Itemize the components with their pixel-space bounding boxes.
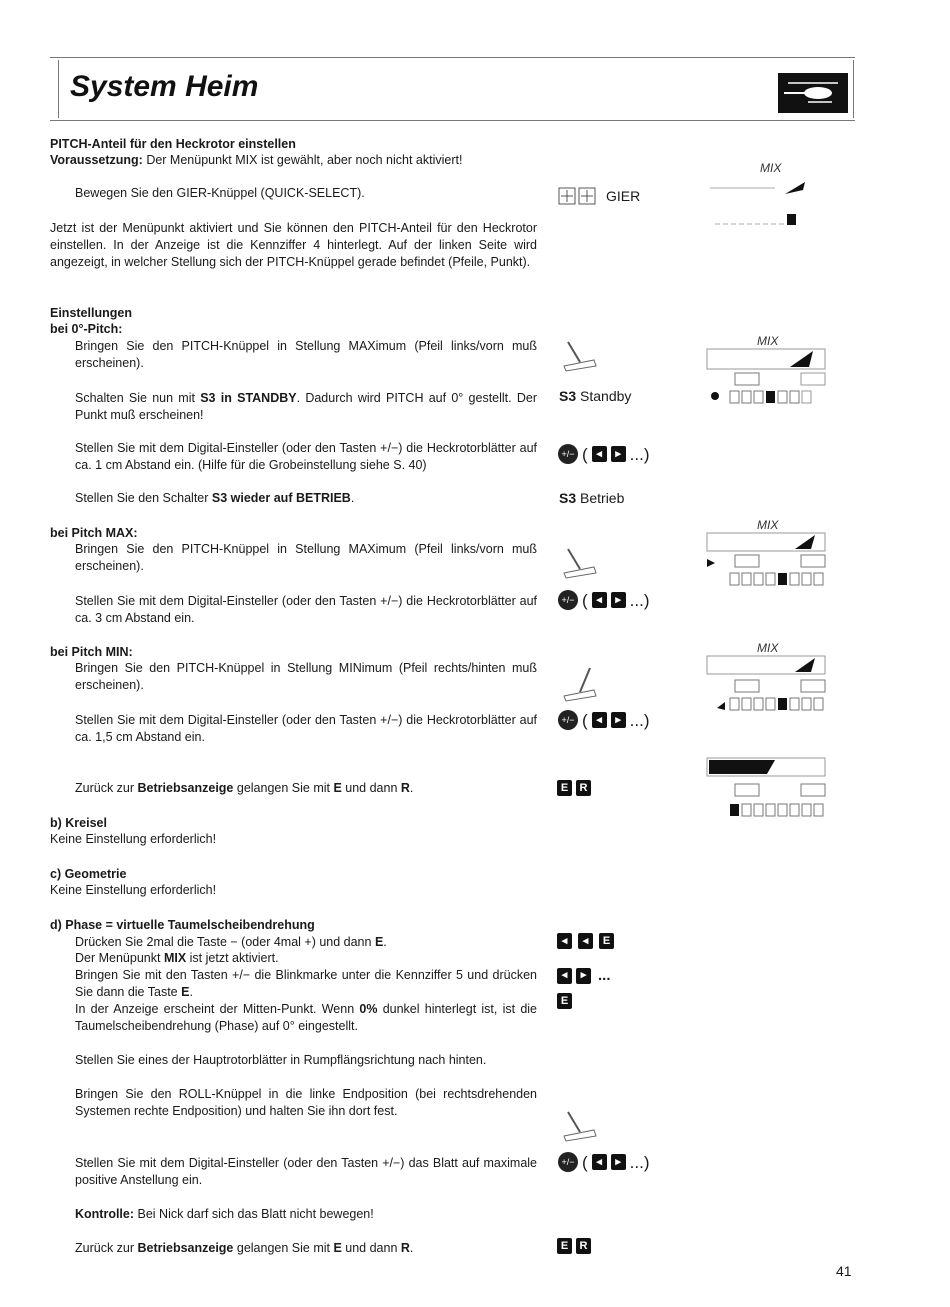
- instruction: [75, 490, 354, 507]
- minus-key-button[interactable]: ◂: [557, 933, 572, 949]
- page-number: 41: [836, 1263, 852, 1279]
- s3-standby-label: [559, 388, 631, 405]
- subsection-title: bei Pitch MAX:: [50, 526, 138, 540]
- minus-key-button[interactable]: ◂: [557, 968, 572, 984]
- instruction: Stellen Sie mit dem Digital-Einsteller (oder den Tasten +/−) die Heckrotorblätter auf ca. 1 cm Abstand ein. (Hilfe für die Grobeinstellung siehe S. 40): [75, 441, 537, 472]
- pitch-stick-icon: [560, 338, 600, 378]
- instruction: [75, 1001, 537, 1035]
- paren: ...): [629, 590, 650, 610]
- paren: (: [582, 710, 588, 730]
- plus-key-button[interactable]: ▸: [611, 1154, 626, 1170]
- adjust-control: [558, 590, 650, 610]
- switch-name: S3: [559, 490, 577, 506]
- lcd-display: [705, 531, 830, 601]
- mix-label: MIX: [760, 161, 782, 175]
- helicopter-logo-icon: [778, 73, 848, 113]
- minus-key-button[interactable]: ◂: [592, 1154, 607, 1170]
- switch-name: S3: [559, 388, 577, 404]
- text-bold: 0%: [359, 1002, 378, 1016]
- mix-label: MIX: [757, 518, 779, 532]
- plus-key-button[interactable]: ▸: [611, 446, 626, 462]
- page-title: System Heim: [70, 70, 259, 103]
- instruction: Stellen Sie mit dem Digital-Einsteller (oder den Tasten +/−) die Heckrotorblätter auf ca. 3 cm Abstand ein.: [75, 594, 537, 625]
- instruction: Bringen Sie den PITCH-Knüppel in Stellung MAXimum (Pfeil links/vorn muß erscheinen).: [75, 542, 537, 573]
- text: In der Anzeige erscheint der Mitten-Punkt. Wenn: [75, 1002, 360, 1016]
- text: Zurück zur: [75, 781, 138, 795]
- text: gelangen Sie mit: [233, 1241, 334, 1255]
- instruction: [75, 1240, 413, 1257]
- section-title: d) Phase = virtuelle Taumelscheibendrehung: [50, 918, 315, 932]
- instruction: Bringen Sie den ROLL-Knüppel in die linke Endposition (bei rechtsdrehenden Systemen rechte Endposition) und halten Sie ihn dort fest.: [75, 1087, 537, 1118]
- gier-label: GIER: [606, 188, 641, 204]
- text-bold: E: [333, 781, 342, 795]
- plus-key-button[interactable]: ▸: [576, 968, 591, 984]
- mix-label: MIX: [757, 334, 779, 348]
- mix-label: MIX: [757, 641, 779, 655]
- key-sequence: [557, 993, 572, 1009]
- minus-key-button[interactable]: ◂: [592, 592, 607, 608]
- prerequisite-label: Voraussetzung:: [50, 153, 143, 167]
- text: .: [409, 1241, 414, 1255]
- text-bold: R: [400, 781, 410, 795]
- minus-key-button[interactable]: ◂: [592, 712, 607, 728]
- adjust-control: [558, 444, 650, 464]
- section-title: b) Kreisel: [50, 816, 107, 830]
- text: Drücken Sie 2mal die Taste − (oder 4mal +) und dann: [75, 935, 375, 949]
- key-sequence: [557, 1238, 591, 1254]
- r-key-button[interactable]: R: [576, 780, 591, 796]
- text-bold: E: [333, 1241, 342, 1255]
- paren: ...): [629, 1152, 650, 1172]
- paren: (: [582, 1152, 588, 1172]
- text-bold: Betriebsanzeige: [137, 1241, 234, 1255]
- text: .: [383, 935, 387, 949]
- adjust-control: [558, 1152, 650, 1172]
- text: Bringen Sie mit den Tasten +/− die Blinkmarke unter die Kennziffer 5 und drücken Sie dann die Taste: [75, 968, 537, 999]
- r-key-button[interactable]: R: [576, 1238, 591, 1254]
- instruction: [75, 390, 537, 424]
- text-bold: Kontrolle:: [75, 1207, 135, 1221]
- digital-adjuster-icon[interactable]: +/−: [558, 444, 578, 464]
- key-sequence: [557, 933, 614, 949]
- text: gelangen Sie mit: [233, 781, 334, 795]
- text: .: [189, 985, 193, 999]
- e-key-button[interactable]: E: [599, 933, 614, 949]
- instruction: Stellen Sie mit dem Digital-Einsteller (oder den Tasten +/−) die Heckrotorblätter auf ca. 1,5 cm Abstand ein.: [75, 713, 537, 744]
- roll-stick-icon: [560, 1108, 600, 1148]
- paren: ...): [629, 710, 650, 730]
- prerequisite-text: Der Menüpunkt MIX ist gewählt, aber noch nicht aktiviert!: [142, 153, 463, 167]
- digital-adjuster-icon[interactable]: +/−: [558, 1152, 578, 1172]
- paren: (: [582, 590, 588, 610]
- text: Bei Nick darf sich das Blatt nicht bewegen!: [134, 1207, 374, 1221]
- adjust-control: [558, 710, 650, 730]
- minus-key-button[interactable]: ◂: [578, 933, 593, 949]
- instruction: [75, 780, 413, 797]
- text-bold: S3 in STANDBY: [200, 391, 297, 405]
- pitch-stick-icon: [560, 664, 600, 709]
- text: . Dadurch wird PITCH auf 0° gestellt. Der Punkt muß erscheinen!: [75, 391, 538, 422]
- switch-state: Standby: [576, 388, 632, 404]
- instruction: [75, 934, 387, 951]
- lcd-display: [705, 654, 830, 724]
- text-bold: MIX: [163, 951, 187, 965]
- stick-icon: [558, 186, 598, 213]
- text-bold: Betriebsanzeige: [137, 781, 234, 795]
- text: Der Menüpunkt: [75, 951, 164, 965]
- digital-adjuster-icon[interactable]: +/−: [558, 710, 578, 730]
- prerequisite: [50, 152, 462, 169]
- instruction: Stellen Sie eines der Hauptrotorblätter in Rumpflängsrichtung nach hinten.: [75, 1053, 487, 1067]
- text-bold: E: [374, 935, 384, 949]
- minus-key-button[interactable]: ◂: [592, 446, 607, 462]
- header-divider: [58, 60, 59, 118]
- text-bold: R: [400, 1241, 410, 1255]
- instruction: [75, 967, 537, 1001]
- text: .: [409, 781, 414, 795]
- instruction: Bewegen Sie den GIER-Knüppel (QUICK-SELECT).: [75, 186, 365, 200]
- text: ist jetzt aktiviert.: [186, 951, 279, 965]
- header-divider: [853, 60, 854, 118]
- e-key-button[interactable]: E: [557, 993, 572, 1009]
- switch-state: Betrieb: [576, 490, 625, 506]
- instruction: [75, 950, 279, 967]
- section-title: Einstellungen: [50, 306, 132, 320]
- section-title: PITCH-Anteil für den Heckrotor einstellen: [50, 137, 296, 151]
- instruction: [75, 1206, 374, 1223]
- text: und dann: [341, 1241, 401, 1255]
- instruction: Bringen Sie den PITCH-Knüppel in Stellung MINimum (Pfeil rechts/hinten muß erscheinen).: [75, 661, 537, 692]
- key-sequence: [557, 780, 591, 796]
- digital-adjuster-icon[interactable]: +/−: [558, 590, 578, 610]
- plus-key-button[interactable]: ▸: [611, 592, 626, 608]
- plus-key-button[interactable]: ▸: [611, 712, 626, 728]
- ellipsis: ...: [598, 967, 611, 984]
- paragraph: Jetzt ist der Menüpunkt aktiviert und Sie können den PITCH-Anteil für den Heckrotor einstellen. In der Anzeige ist die Kennziffer 4 hinterlegt. Auf der linken Seite wird angezeigt, in welcher Stellung sich der PITCH-Knüppel gerade befindet (Pfeile, Punkt).: [50, 221, 537, 269]
- text: Schalten Sie nun mit: [75, 391, 201, 405]
- paragraph: Keine Einstellung erforderlich!: [50, 883, 217, 897]
- pitch-stick-icon: [560, 545, 600, 585]
- text-bold: E: [181, 985, 190, 999]
- text: Stellen Sie den Schalter: [75, 491, 212, 505]
- paren: ...): [629, 444, 650, 464]
- section-title: c) Geometrie: [50, 867, 127, 881]
- s3-betrieb-label: [559, 490, 624, 507]
- paragraph: Keine Einstellung erforderlich!: [50, 832, 217, 846]
- lcd-display: [705, 347, 830, 422]
- lcd-display: [705, 756, 830, 831]
- instruction: Bringen Sie den PITCH-Knüppel in Stellung MAXimum (Pfeil links/vorn muß erscheinen).: [75, 339, 537, 370]
- text: dunkel hinterlegt ist, ist die Taumelscheibendrehung (Phase) auf 0° eingestellt.: [75, 1002, 537, 1033]
- paren: (: [582, 444, 588, 464]
- e-key-button[interactable]: E: [557, 780, 572, 796]
- text: und dann: [341, 781, 401, 795]
- subsection-title: bei 0°-Pitch:: [50, 322, 123, 336]
- text-bold: S3 wieder auf BETRIEB: [211, 491, 351, 505]
- subsection-title: bei Pitch MIN:: [50, 645, 133, 659]
- text: .: [350, 491, 355, 505]
- instruction: Stellen Sie mit dem Digital-Einsteller (oder den Tasten +/−) das Blatt auf maximale positive Anstellung ein.: [75, 1156, 537, 1187]
- e-key-button[interactable]: E: [557, 1238, 572, 1254]
- key-sequence: [557, 967, 611, 984]
- text: Zurück zur: [75, 1241, 138, 1255]
- lcd-display: [705, 176, 830, 241]
